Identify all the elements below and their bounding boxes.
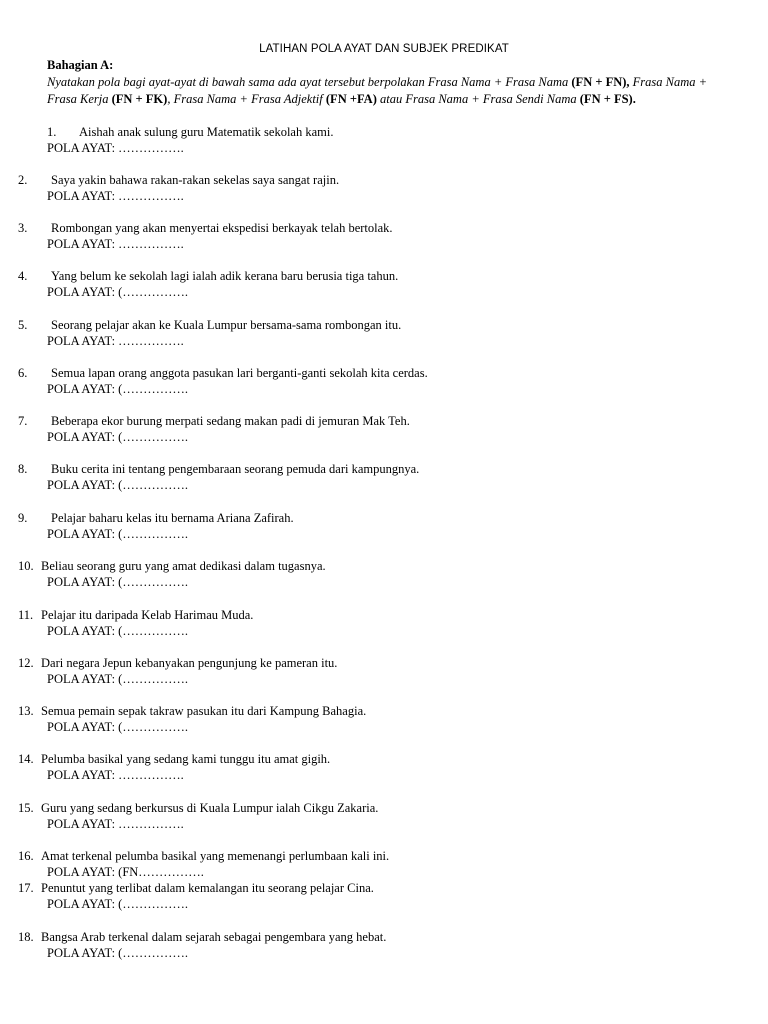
question-item <box>0 125 768 161</box>
section-heading: Bahagian A: <box>47 58 114 72</box>
answer-field[interactable]: POLA AYAT: (……………. <box>47 430 188 444</box>
question-number: 15. <box>18 801 34 815</box>
question-text: Semua lapan orang anggota pasukan lari berganti-ganti sekolah kita cerdas. <box>51 366 428 380</box>
answer-field[interactable]: POLA AYAT: (……………. <box>47 672 188 686</box>
answer-field[interactable]: POLA AYAT: (……………. <box>47 624 188 638</box>
question-text: Bangsa Arab terkenal dalam sejarah sebagai pengembara yang hebat. <box>41 930 387 944</box>
question-item <box>0 930 768 966</box>
question-number: 17. <box>18 881 34 895</box>
answer-field[interactable]: POLA AYAT: ……………. <box>47 768 184 782</box>
question-text: Beliau seorang guru yang amat dedikasi dalam tugasnya. <box>41 559 326 573</box>
question-text: Amat terkenal pelumba basikal yang memenangi perlumbaan kali ini. <box>41 849 390 863</box>
question-item <box>0 656 768 692</box>
question-text: Buku cerita ini tentang pengembaraan seorang pemuda dari kampungnya. <box>51 462 420 476</box>
question-text: Guru yang sedang berkursus di Kuala Lumpur ialah Cikgu Zakaria. <box>41 801 379 815</box>
question-item <box>0 173 768 209</box>
question-text: Penuntut yang terlibat dalam kemalangan itu seorang pelajar Cina. <box>41 881 374 895</box>
question-item <box>0 221 768 257</box>
instruction-text-1: Nyatakan pola bagi ayat-ayat di bawah sama ada ayat tersebut berpolakan Frasa Nama + Frasa Nama <box>47 75 572 89</box>
question-number: 18. <box>18 930 34 944</box>
question-number: 1. <box>47 125 57 139</box>
answer-field[interactable]: POLA AYAT: (……………. <box>47 527 188 541</box>
answer-field[interactable]: POLA AYAT: (FN……………. <box>47 865 204 879</box>
pattern-code-fn-fn: (FN + FN), <box>571 75 630 89</box>
question-number: 14. <box>18 752 34 766</box>
answer-field[interactable]: POLA AYAT: ……………. <box>47 237 184 251</box>
question-number: 9. <box>18 511 28 525</box>
question-number: 16. <box>18 849 34 863</box>
pattern-code-fn-fs: (FN + FS). <box>579 92 636 106</box>
question-item <box>0 801 768 837</box>
question-text: Dari negara Jepun kebanyakan pengunjung ke pameran itu. <box>41 656 338 670</box>
question-text: Seorang pelajar akan ke Kuala Lumpur bersama-sama rombongan itu. <box>51 318 402 332</box>
question-text: Pelajar itu daripada Kelab Harimau Muda. <box>41 608 254 622</box>
answer-field[interactable]: POLA AYAT: ……………. <box>47 817 184 831</box>
instruction-paragraph <box>47 74 737 108</box>
question-text: Yang belum ke sekolah lagi ialah adik kerana baru berusia tiga tahun. <box>51 269 399 283</box>
answer-field[interactable]: POLA AYAT: (……………. <box>47 478 188 492</box>
instruction-text-2: Frasa Nama + Frasa Kerja <box>47 75 708 106</box>
question-item <box>0 559 768 595</box>
question-text: Pelajar baharu kelas itu bernama Ariana Zafirah. <box>51 511 294 525</box>
question-number: 5. <box>18 318 28 332</box>
question-number: 13. <box>18 704 34 718</box>
question-number: 8. <box>18 462 28 476</box>
question-number: 4. <box>18 269 28 283</box>
answer-field[interactable]: POLA AYAT: (……………. <box>47 720 188 734</box>
question-item <box>0 366 768 402</box>
question-item <box>0 752 768 788</box>
question-item <box>0 608 768 644</box>
answer-field[interactable]: POLA AYAT: ……………. <box>47 334 184 348</box>
question-text: Aishah anak sulung guru Matematik sekolah kami. <box>79 125 334 139</box>
question-item <box>0 881 768 917</box>
question-item <box>0 849 768 885</box>
page-title: LATIHAN POLA AYAT DAN SUBJEK PREDIKAT <box>259 43 509 55</box>
question-number: 10. <box>18 559 34 573</box>
answer-field[interactable]: POLA AYAT: (……………. <box>47 285 188 299</box>
question-number: 3. <box>18 221 28 235</box>
question-number: 7. <box>18 414 28 428</box>
answer-field[interactable]: POLA AYAT: ……………. <box>47 141 184 155</box>
question-text: Saya yakin bahawa rakan-rakan sekelas saya sangat rajin. <box>51 173 340 187</box>
question-number: 6. <box>18 366 28 380</box>
question-item <box>0 511 768 547</box>
question-item <box>0 318 768 354</box>
answer-field[interactable]: POLA AYAT: (……………. <box>47 897 188 911</box>
pattern-code-fn-fa: (FN +FA) <box>325 92 377 106</box>
question-text: Semua pemain sepak takraw pasukan itu dari Kampung Bahagia. <box>41 704 367 718</box>
question-number: 2. <box>18 173 28 187</box>
question-item <box>0 704 768 740</box>
question-item <box>0 414 768 450</box>
question-number: 11. <box>18 608 34 622</box>
answer-field[interactable]: POLA AYAT: ……………. <box>47 189 184 203</box>
answer-field[interactable]: POLA AYAT: (……………. <box>47 575 188 589</box>
answer-field[interactable]: POLA AYAT: (……………. <box>47 946 188 960</box>
instruction-text-3: , Frasa Nama + Frasa Adjektif <box>167 92 326 106</box>
question-item <box>0 462 768 498</box>
question-item <box>0 269 768 305</box>
answer-field[interactable]: POLA AYAT: (……………. <box>47 382 188 396</box>
question-text: Pelumba basikal yang sedang kami tunggu itu amat gigih. <box>41 752 331 766</box>
instruction-text-4: atau Frasa Nama + Frasa Sendi Nama <box>380 92 580 106</box>
question-text: Rombongan yang akan menyertai ekspedisi berkayak telah bertolak. <box>51 221 393 235</box>
question-text: Beberapa ekor burung merpati sedang makan padi di jemuran Mak Teh. <box>51 414 410 428</box>
question-number: 12. <box>18 656 34 670</box>
pattern-code-fn-fk: (FN + FK) <box>111 92 168 106</box>
